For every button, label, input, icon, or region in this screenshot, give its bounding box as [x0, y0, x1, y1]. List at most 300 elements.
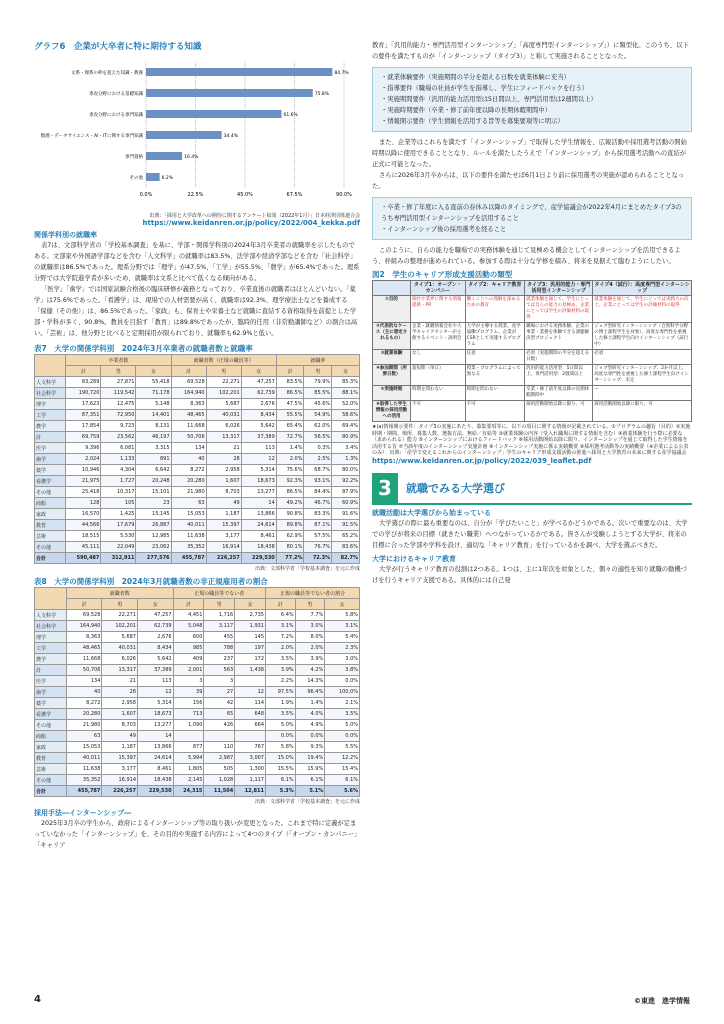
table-cell: 1,028: [204, 775, 235, 786]
figure2-url-link[interactable]: https://www.keidanren.or.jp/policy/2022/039_leaflet.pdf: [372, 456, 592, 465]
table-row: [35, 498, 360, 509]
table-cell: 455,787: [171, 553, 206, 564]
table-cell: 6,026: [206, 421, 241, 432]
table-row: [35, 687, 360, 698]
table-cell: 15.4%: [325, 764, 360, 775]
table-cell: 134: [171, 443, 206, 454]
paragraph: また、企業等はこれらを満たす「インターンシップ」で取得した学生情報を、広報活動や採用選考活動の開始時期以降に使用できることとなり、ルールを満たしたうえで「インターンシップ」から採用選考活動への直結が正式に可能となった。: [372, 139, 687, 168]
table-cell: 24,614: [138, 753, 174, 764]
table-cell: 28: [102, 687, 138, 698]
table-row: [35, 720, 360, 731]
list-item: ・実施期間要件（汎用的能力活用型は5日間以上、専門活用型は2週間以上）: [381, 96, 597, 103]
table-cell: 5.8%: [266, 742, 296, 753]
table-cell: 76.7%: [304, 542, 332, 553]
table-cell: 2,735: [235, 610, 266, 621]
table-cell: 69,528: [171, 377, 206, 388]
bar: [146, 89, 313, 97]
table-cell: 2.3%: [325, 643, 360, 654]
table-cell: 15,101: [136, 487, 171, 498]
table-cell: 27: [204, 687, 235, 698]
sub-header: 計: [173, 599, 204, 610]
table-cell: 17,679: [101, 520, 136, 531]
table-cell: 3.5%: [325, 709, 360, 720]
table-row: [35, 531, 360, 542]
table-cell: 40: [171, 454, 206, 465]
table-cell: 2.5%: [304, 454, 332, 465]
table-cell: 5,314: [138, 698, 174, 709]
value-label: 84.7%: [334, 71, 349, 76]
table-cell: 14,401: [136, 410, 171, 421]
table-cell: 3.5%: [266, 709, 296, 720]
table-cell: 89.8%: [276, 520, 304, 531]
type-header: タイプ1：オープン・カンパニー: [411, 281, 466, 296]
table-cell: 18,515: [66, 531, 101, 542]
table-cell: 1,117: [235, 775, 266, 786]
table-cell: 4.0%: [295, 709, 325, 720]
table-cell: 48,465: [171, 410, 206, 421]
table-row: [35, 698, 360, 709]
x-tick-label: 0.0%: [139, 192, 153, 198]
paragraph: 教育」「汎用的能力・専門活用型インターンシップ」「高度専門型インターンシップ」）に類型化。このうち、以下の要件を満たすものが「インターンシップ（タイプ3）」と称して実施されることとなった。: [372, 42, 689, 60]
x-tick-label: 67.5%: [286, 192, 303, 198]
list-item: ・実施時期要件（卒業・修了前年度以降の長期休暇期間中）: [381, 107, 552, 114]
table-cell: 理学: [35, 399, 66, 410]
table-cell: 145: [235, 632, 266, 643]
table-cell: 85.3%: [332, 377, 360, 388]
section-heading-career: 大学におけるキャリア教育: [372, 554, 456, 563]
table-cell: なし: [411, 350, 466, 365]
table-cell: 85.5%: [304, 388, 332, 399]
sub-header: 計: [66, 366, 101, 377]
table-cell: 648: [235, 709, 266, 720]
table-cell: 40,031: [102, 643, 138, 654]
table-cell: 12: [241, 454, 276, 465]
table-cell: 3.8%: [325, 665, 360, 676]
table-cell: 15.9%: [295, 764, 325, 775]
table-row: [35, 676, 360, 687]
table-row: [35, 432, 360, 443]
table-cell: 54.9%: [304, 410, 332, 421]
table-cell: 5,687: [206, 399, 241, 410]
table-cell: 12.2%: [325, 753, 360, 764]
table-cell: 37,389: [138, 665, 174, 676]
table-cell: 1,716: [204, 610, 235, 621]
table-cell: 12: [138, 687, 174, 698]
table-cell: 社会科学: [35, 388, 66, 399]
table-cell: 156: [173, 698, 204, 709]
table-cell: 企業・就職情報会社や大学キャリアセンターが主催するイベント・説明会: [411, 323, 466, 350]
table-cell: 15,053: [171, 509, 206, 520]
table-cell: 採用活動開始以降に限り、可: [525, 401, 593, 422]
table-cell: 8,434: [241, 410, 276, 421]
table-cell: 11,638: [171, 531, 206, 542]
table-cell: ジョブ型研究インターンシップ：2か月以上、高度な専門性を重視した修士課程学生向けインターンシップ：未定: [593, 365, 692, 386]
chart-url-link[interactable]: https://www.keidanren.or.jp/policy/2022/004_kekka.pdf: [142, 219, 360, 227]
table-cell: 16,570: [66, 509, 101, 520]
table-cell: 100.0%: [325, 687, 360, 698]
table-cell: 119,542: [101, 388, 136, 399]
table-cell: 65.2%: [332, 531, 360, 542]
table-cell: 113: [138, 676, 174, 687]
table-cell: 8,434: [138, 643, 174, 654]
category-label: 専攻分野における専門知識: [89, 113, 143, 118]
table-row: [35, 487, 360, 498]
sub-header: 計: [276, 366, 304, 377]
table-cell: 164,940: [66, 621, 102, 632]
table-cell: 社会科学: [35, 621, 67, 632]
table-cell: 172: [235, 654, 266, 665]
table-cell: その他: [35, 775, 67, 786]
table-cell: 62.0%: [304, 421, 332, 432]
table-cell: 90.8%: [276, 509, 304, 520]
value-label: 75.8%: [314, 92, 330, 97]
table-cell: 13,317: [102, 665, 138, 676]
group-header: 就職率: [276, 355, 359, 366]
table-cell: 16,914: [206, 542, 241, 553]
table-cell: 20,280: [66, 709, 102, 720]
table-cell: 409: [173, 654, 204, 665]
row-header: ③就業体験: [373, 350, 411, 365]
table-row: [373, 296, 692, 323]
table-cell: 47,257: [138, 610, 174, 621]
table-cell: 65: [204, 709, 235, 720]
requirements-box-2: [372, 197, 692, 240]
section-heading-employment: 関係学科別の就職率: [34, 231, 97, 239]
table-cell: 就業体験を通じて、学生にとっては実践力の向上、企業にとっては学生の評価材料の取得: [593, 296, 692, 323]
table-cell: 計: [35, 665, 67, 676]
brand-label: ©東進 進学情報: [634, 997, 690, 1005]
table-cell: 23: [136, 498, 171, 509]
corner-header: [35, 588, 67, 610]
type-header: タイプ2：キャリア教育: [465, 281, 525, 296]
table-cell: 190,720: [66, 388, 101, 399]
table-cell: 工学: [35, 643, 67, 654]
table-cell: 芸術: [35, 531, 66, 542]
table-cell: 工学: [35, 410, 66, 421]
table-row: [35, 399, 360, 410]
table-cell: 13,277: [138, 720, 174, 731]
table-cell: 5.0%: [266, 720, 296, 731]
table-cell: 55,418: [136, 377, 171, 388]
table-cell: 芸術: [35, 764, 67, 775]
table-cell: 80.0%: [332, 465, 360, 476]
paragraph: さらに2026年3月卒からは、以下の要件を満たせば6月1日より前に採用選考の実施が認められることとなった。: [372, 172, 685, 190]
table-cell: 4.2%: [295, 665, 325, 676]
table-cell: 15.5%: [266, 764, 296, 775]
table-cell: 2.0%: [276, 454, 304, 465]
table-cell: 22,271: [206, 377, 241, 388]
table-cell: 1,425: [101, 509, 136, 520]
table-cell: 6,026: [102, 654, 138, 665]
table-row: [35, 621, 360, 632]
row-header: ⑥取得した学生情報の採用活動への活用: [373, 401, 411, 422]
table-cell: 21,975: [66, 476, 101, 487]
sub-header: 女: [241, 366, 276, 377]
table-cell: 35,352: [66, 775, 102, 786]
table-cell: 理学: [35, 632, 67, 643]
table-cell: 8,461: [138, 764, 174, 775]
table-cell: 5,530: [101, 531, 136, 542]
table-cell: その他: [35, 542, 66, 553]
table-cell: 6,081: [101, 443, 136, 454]
table-cell: 教育: [35, 520, 66, 531]
category-label: 専攻分野における基礎知識: [89, 92, 143, 97]
table-cell: 農学: [35, 421, 66, 432]
table-cell: 13,317: [206, 432, 241, 443]
table-row: [35, 509, 360, 520]
table-cell: 1,300: [235, 764, 266, 775]
table-row: [373, 350, 692, 365]
table-cell: 人文科学: [35, 610, 67, 621]
table-cell: 3.9%: [295, 654, 325, 665]
table-cell: 3.0%: [325, 654, 360, 665]
table-cell: 商船: [35, 731, 67, 742]
sub-header: 女: [325, 599, 360, 610]
table-cell: 97.5%: [266, 687, 296, 698]
table-cell: 3.1%: [325, 621, 360, 632]
table-cell: 505: [204, 764, 235, 775]
table-cell: 8,363: [66, 632, 102, 643]
table-cell: 16,914: [102, 775, 138, 786]
bar: [146, 131, 222, 139]
table-cell: 45.6%: [304, 399, 332, 410]
table-cell: 1,187: [102, 742, 138, 753]
table-cell: 110: [204, 742, 235, 753]
table-cell: 58.6%: [332, 410, 360, 421]
table-cell: 14.3%: [295, 676, 325, 687]
table-cell: 92.2%: [332, 476, 360, 487]
table-cell: 455,787: [66, 786, 102, 797]
table-cell: 65.4%: [276, 421, 304, 432]
table-row: [35, 632, 360, 643]
table-cell: 86.5%: [276, 388, 304, 399]
table7-title: 表7 大学の関係学科別 2024年3月卒業者の就職者数と就職率: [34, 344, 253, 353]
table-cell: 91.6%: [332, 509, 360, 520]
table-cell: 8,703: [102, 720, 138, 731]
category-label: その他: [129, 176, 143, 181]
table-cell: 不可: [465, 401, 525, 422]
table-cell: 9,723: [101, 421, 136, 432]
table-cell: 就業体験を通じて、学生にとっては自らの能力の見極め、企業にとっては学生の評価材料の取得: [525, 296, 593, 323]
table-cell: 8,131: [136, 421, 171, 432]
table-cell: 21,980: [171, 487, 206, 498]
table-cell: 授業・プログラムによって異なる: [465, 365, 525, 386]
table-cell: 8,703: [206, 487, 241, 498]
table-cell: 3,117: [204, 621, 235, 632]
right-column: [372, 40, 692, 586]
table-row: [35, 753, 360, 764]
table-cell: 12: [235, 687, 266, 698]
table-row: [35, 610, 360, 621]
table-cell: 985: [173, 643, 204, 654]
table-cell: 商船: [35, 498, 66, 509]
table-cell: 看護学: [35, 709, 67, 720]
table-cell: 105: [101, 498, 136, 509]
table-cell: 2,987: [204, 753, 235, 764]
table-cell: 5.6%: [325, 786, 360, 797]
table-cell: [235, 676, 266, 687]
table-cell: 20,280: [171, 476, 206, 487]
table-cell: 0.0%: [325, 731, 360, 742]
table-cell: 9,396: [66, 443, 101, 454]
table-row: [35, 709, 360, 720]
table-cell: 72.3%: [304, 553, 332, 564]
table-cell: 時期を問わない: [465, 386, 525, 401]
table-cell: 49: [102, 731, 138, 742]
table-cell: 71,178: [136, 388, 171, 399]
paragraph: 2025年3月卒の学生から、政府によるインターンシップ等の取り扱いが変更となった。これまで特に定義が定まっていなかった「インターンシップ」を、その目的や実施する内容によって4つのタイプ（「オープン・カンパニー」「キャリア: [34, 820, 358, 849]
table-cell: 1.4%: [276, 443, 304, 454]
section-heading-intern: 採用手法―インターンシップ―: [34, 809, 132, 817]
table-cell: 17,623: [66, 399, 101, 410]
table-cell: 1,607: [206, 476, 241, 487]
sub-header: 女: [332, 366, 360, 377]
table-cell: 226,257: [102, 786, 138, 797]
table-cell: 891: [136, 454, 171, 465]
table-cell: 家政: [35, 742, 67, 753]
table-cell: 26,887: [136, 520, 171, 531]
corner-header: [35, 355, 66, 377]
chart-source: 出典：「採用と大学改革への期待に関するアンケート結果（2022年1月）」日本経済団体連合会: [149, 213, 360, 219]
group-header: 卒業者数: [66, 355, 171, 366]
table-cell: 5,314: [241, 465, 276, 476]
table-cell: 47.5%: [276, 399, 304, 410]
table-cell: 197: [235, 643, 266, 654]
table-cell: 2.1%: [325, 698, 360, 709]
table-row: [35, 520, 360, 531]
table-cell: 79.9%: [304, 377, 332, 388]
table-cell: 農学: [35, 654, 67, 665]
table-cell: 歯学: [35, 687, 67, 698]
table-cell: 93.1%: [304, 476, 332, 487]
table-cell: 767: [235, 742, 266, 753]
table-cell: 63: [171, 498, 206, 509]
sub-header: 女: [136, 366, 171, 377]
table-cell: 426: [204, 720, 235, 731]
table-cell: 5.8%: [325, 610, 360, 621]
table-cell: 8,272: [171, 465, 206, 476]
table-cell: 医学: [35, 443, 66, 454]
table-cell: 24,614: [241, 520, 276, 531]
table-cell: 3,177: [102, 764, 138, 775]
table-cell: 3,177: [206, 531, 241, 542]
group-header: 正規の職員等でない者: [173, 588, 265, 599]
table8: [34, 587, 360, 797]
table-cell: 12,985: [136, 531, 171, 542]
table-cell: 5,687: [102, 632, 138, 643]
table-cell: 3.9%: [266, 665, 296, 676]
table-cell: 時期を問わない: [411, 386, 466, 401]
sub-header: 女: [235, 599, 266, 610]
table-cell: 35,352: [171, 542, 206, 553]
table-cell: 2,676: [138, 632, 174, 643]
table-cell: 0.0%: [295, 731, 325, 742]
table-cell: 1,727: [101, 476, 136, 487]
table-cell: 102,201: [102, 621, 138, 632]
table-cell: 3.5%: [266, 654, 296, 665]
table-cell: ジョブ型研究インターンシップ（自然科学分野の博士課程学生を対象）、高度な専門性を重視した修士課程学生向けインターンシップ（試行中）: [593, 323, 692, 350]
table-cell: 3: [204, 676, 235, 687]
table-cell: 77.2%: [276, 553, 304, 564]
table-cell: 83,289: [66, 377, 101, 388]
table-cell: 8,272: [66, 698, 102, 709]
table-cell: 0.0%: [325, 676, 360, 687]
table-cell: 大学が主導する授業、産学協働プログラム、企業がCSRとして実施するプログラム: [465, 323, 525, 350]
table-cell: 84.4%: [304, 487, 332, 498]
table-cell: 229,530: [138, 786, 174, 797]
table-cell: 6.1%: [295, 775, 325, 786]
table-cell: 13,866: [138, 742, 174, 753]
table-cell: 114: [235, 698, 266, 709]
table-cell: 713: [173, 709, 204, 720]
table-cell: 18,438: [241, 542, 276, 553]
table-cell: 22,271: [102, 610, 138, 621]
table-cell: 37,389: [241, 432, 276, 443]
table-cell: 5,642: [138, 654, 174, 665]
table-cell: 164,940: [171, 388, 206, 399]
table-cell: 合計: [35, 786, 67, 797]
bar: [146, 173, 160, 181]
table-row: [35, 454, 360, 465]
x-tick-label: 90.0%: [336, 192, 352, 198]
table-cell: 83.6%: [332, 542, 360, 553]
table-cell: 2.0%: [266, 643, 296, 654]
table-cell: 15,053: [66, 742, 102, 753]
value-label: 6.2%: [161, 176, 174, 181]
x-tick-label: 45.0%: [237, 192, 253, 198]
table-cell: 5,994: [173, 753, 204, 764]
table-cell: 87.1%: [304, 520, 332, 531]
table-cell: 17,854: [66, 421, 101, 432]
sub-header: 計: [266, 599, 296, 610]
table-cell: 23,562: [101, 432, 136, 443]
table-cell: 72,950: [101, 410, 136, 421]
table-cell: その他: [35, 487, 66, 498]
table-cell: 3: [173, 676, 204, 687]
table-cell: 2,024: [66, 454, 101, 465]
table-cell: 2,958: [206, 465, 241, 476]
table-cell: 5.4%: [325, 632, 360, 643]
table-cell: 56.5%: [304, 432, 332, 443]
table-cell: 5.3%: [266, 786, 296, 797]
table-cell: 72.7%: [276, 432, 304, 443]
table-cell: 合計: [35, 553, 66, 564]
paragraph: 大学が行うキャリア教育の役割は2つある。1つは、主に1年次を対象とした、個々の適性を知り就職の動機づけを行うキャリア支援である。具体的には自己発: [372, 565, 687, 584]
table-cell: 63: [66, 731, 102, 742]
table-cell: 40,011: [66, 753, 102, 764]
table-cell: 82.7%: [332, 553, 360, 564]
table-cell: 14: [138, 731, 174, 742]
table-cell: 必須（実施期間の半分を超える日数）: [525, 350, 593, 365]
value-label: 16.4%: [184, 155, 199, 160]
table-cell: 25,418: [66, 487, 101, 498]
table-cell: 11,668: [66, 654, 102, 665]
table-cell: 42: [204, 698, 235, 709]
table-cell: 採用活動開始以降に限り、可: [593, 401, 692, 422]
table-cell: 277,576: [136, 553, 171, 564]
table-cell: 128: [66, 498, 101, 509]
table-cell: 2,001: [173, 665, 204, 676]
table-cell: 看護学: [35, 476, 66, 487]
table-cell: 102,201: [206, 388, 241, 399]
table-cell: 薬学: [35, 465, 66, 476]
table-cell: 超短期（単日）: [411, 365, 466, 386]
table-cell: 87.9%: [332, 487, 360, 498]
table-cell: 2,145: [173, 775, 204, 786]
table-cell: 22,049: [101, 542, 136, 553]
chart-title: グラフ6 企業が大卒者に特に期待する知識: [34, 42, 202, 52]
table-cell: 664: [235, 720, 266, 731]
